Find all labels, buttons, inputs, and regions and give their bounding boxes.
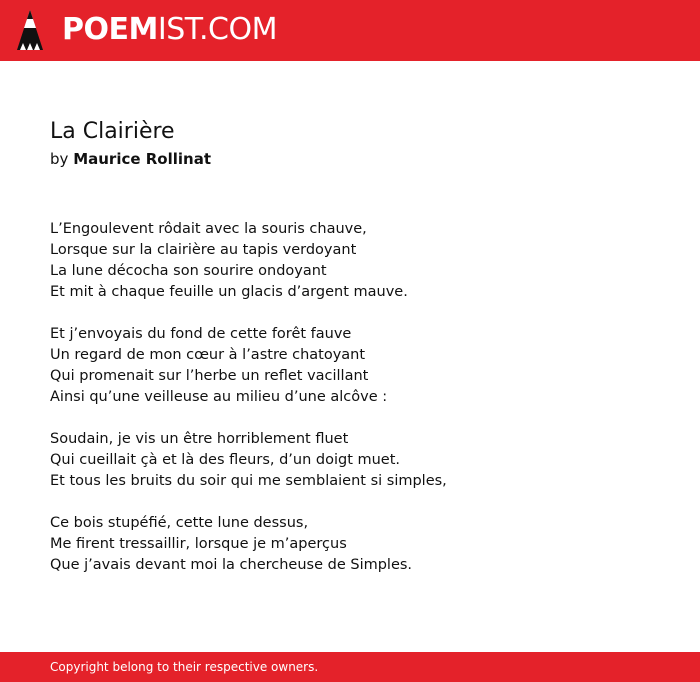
pencil-tip-icon <box>17 10 43 52</box>
poem-line: Ce bois stupéfié, cette lune dessus, <box>50 515 309 531</box>
poem-line: Qui promenait sur l’herbe un reflet vacillant <box>50 368 369 384</box>
poem-line: Qui cueillait çà et là des fleurs, d’un doigt muet. <box>50 452 401 468</box>
poem-line: Ainsi qu’une veilleuse au milieu d’une alcôve : <box>50 389 388 405</box>
stanza <box>50 429 670 492</box>
byline <box>50 149 211 169</box>
poem-title: La Clairière <box>50 119 175 144</box>
stanza <box>50 513 670 576</box>
byline-label: by <box>50 150 69 168</box>
author-name: Maurice Rollinat <box>73 150 211 168</box>
poem-line: Soudain, je vis un être horriblement fluet <box>50 431 349 447</box>
copyright-text: Copyright belong to their respective owners. <box>50 660 319 674</box>
poem-line: Que j’avais devant moi la chercheuse de Simples. <box>50 557 413 573</box>
site-logo[interactable] <box>62 11 277 49</box>
poem-line: Et j’envoyais du fond de cette forêt fauve <box>50 326 352 342</box>
poem-line: Lorsque sur la clairière au tapis verdoyant <box>50 242 357 258</box>
poem-line: L’Engoulevent rôdait avec la souris chauve, <box>50 221 367 237</box>
stanza <box>50 324 670 408</box>
poem-line: Et mit à chaque feuille un glacis d’argent mauve. <box>50 284 408 300</box>
poem-line: Un regard de mon cœur à l’astre chatoyant <box>50 347 366 363</box>
poem-body <box>50 219 670 597</box>
site-footer <box>0 652 700 682</box>
poem-line: La lune décocha son sourire ondoyant <box>50 263 327 279</box>
poem-line: Me firent tressaillir, lorsque je m’aperçus <box>50 536 347 552</box>
poem-line: Et tous les bruits du soir qui me semblaient si simples, <box>50 473 447 489</box>
stanza <box>50 219 670 303</box>
logo-light-text: IST.COM <box>157 12 277 47</box>
logo-bold-text: POEM <box>62 12 158 47</box>
site-header <box>0 0 700 61</box>
